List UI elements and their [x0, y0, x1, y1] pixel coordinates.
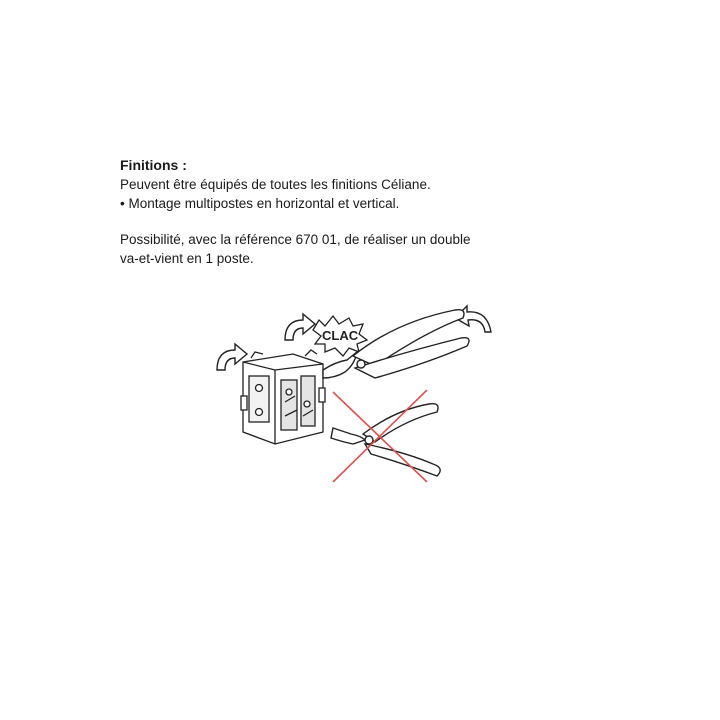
- possibilite-line-2: va-et-vient en 1 poste.: [120, 251, 254, 266]
- pliers-mounting-illustration: [205, 292, 505, 492]
- finitions-line-1: Peuvent être équipés de toutes les finitions Céliane.: [120, 177, 431, 192]
- switch-mechanism: [241, 350, 325, 444]
- rotate-arrow-icon: [285, 314, 315, 340]
- finitions-section: [120, 156, 600, 268]
- possibilite-line-1: Possibilité, avec la référence 670 01, de réaliser un double: [120, 232, 471, 247]
- finitions-line-2: • Montage multipostes en horizontal et vertical.: [120, 196, 400, 211]
- paragraph-gap: [120, 213, 600, 230]
- clac-burst: [313, 316, 367, 356]
- wrong-cutters: [331, 404, 440, 476]
- finitions-heading: Finitions :: [120, 157, 187, 173]
- clac-label: CLAC: [322, 328, 359, 343]
